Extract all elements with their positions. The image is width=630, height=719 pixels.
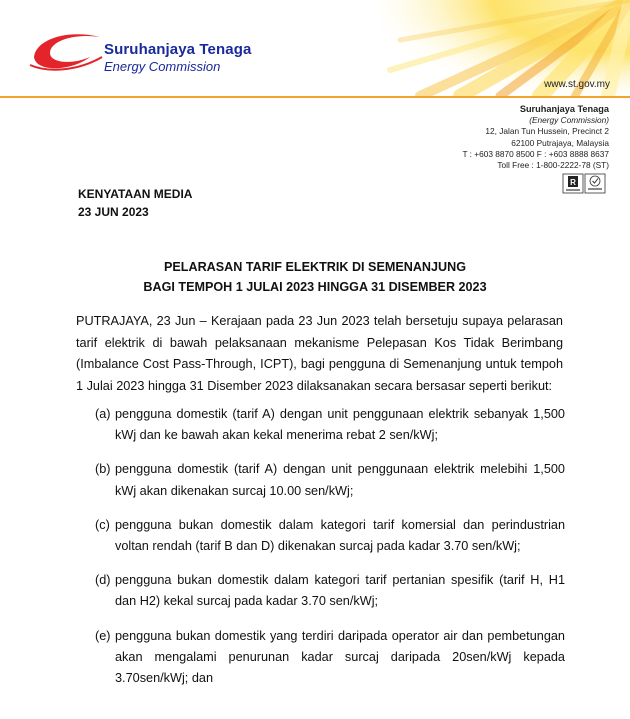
title-line: PELARASAN TARIF ELEKTRIK DI SEMENANJUNG xyxy=(163,260,467,274)
list-marker: (c) xyxy=(95,517,110,532)
list-marker: (d) xyxy=(95,573,111,588)
certification-logos-icon xyxy=(562,173,606,194)
list-item-text: pengguna domestik (tarif A) dengan unit penggunaan elektrik melebihi 1,500 kWj akan dikenakan surcaj 10.00 sen/kWj; xyxy=(115,462,565,498)
list-item-text: pengguna bukan domestik dalam kategori tarif pertanian spesifik (tarif H, H1 dan H2) kekal surcaj pada kadar 3.70 sen/kWj; xyxy=(115,573,565,609)
address-org-sub: (Energy Commission) xyxy=(529,115,609,126)
list-marker: (a) xyxy=(95,407,111,421)
logo-name: Suruhanjaya Tenaga xyxy=(104,41,252,58)
address-block xyxy=(462,104,609,171)
header-divider xyxy=(0,96,630,98)
list-item-text: pengguna domestik (tarif A) dengan unit penggunaan elektrik sebanyak 1,500 kWj dan ke bawah akan kekal menerima rebat 2 sen/kWj; xyxy=(115,407,565,443)
logo xyxy=(28,27,268,77)
svg-text:R: R xyxy=(570,178,576,187)
address-line: 12, Jalan Tun Hussein, Precinct 2 xyxy=(485,126,609,137)
phone-line: T : +603 8870 8500 F : +603 8888 8637 xyxy=(462,148,609,159)
website-url[interactable]: www.st.gov.my xyxy=(544,79,610,90)
address-org: Suruhanjaya Tenaga xyxy=(519,104,609,114)
intro-paragraph: PUTRAJAYA, 23 Jun – Kerajaan pada 23 Jun 2023 telah bersetuju supaya pelarasan tarif elektrik di bawah pelaksanaan mekanisme Pelepasan Kos Tidak Berimbang (Imbalance Cost Pass-Through, ICPT), bagi pengguna di Semenanjung untuk tempoh 1 Julai 2023 hingga 31 Disember 2023 dilaksanakan secara bersasar seperti berikut: xyxy=(76,314,563,393)
list-item xyxy=(95,515,565,557)
list-item xyxy=(95,404,565,446)
list-marker: (e) xyxy=(95,628,111,643)
address-line: 62100 Putrajaya, Malaysia xyxy=(511,137,609,148)
list-item-text: pengguna bukan domestik dalam kategori tarif komersial dan perindustrian voltan rendah (tarif B dan D) dikenakan surcaj pada kadar 3.70 sen/kWj; xyxy=(115,517,565,554)
tollfree-line: Toll Free : 1-800-2222-78 (ST) xyxy=(497,160,609,171)
list-item-text: pengguna bukan domestik yang terdiri daripada operator air dan pembetungan akan mengalami penurunan kadar surcaj daripada 20sen/kWj kepada 3.70sen/kWj; dan xyxy=(115,628,565,686)
list-item xyxy=(95,459,565,501)
media-date: 23 JUN 2023 xyxy=(78,205,149,219)
list-item xyxy=(95,626,565,690)
title-line: BAGI TEMPOH 1 JULAI 2023 HINGGA 31 DISEMBER 2023 xyxy=(143,280,487,294)
logo-subtitle: Energy Commission xyxy=(104,59,221,74)
tariff-list xyxy=(95,404,565,702)
list-marker: (b) xyxy=(95,462,111,477)
document-title xyxy=(0,257,630,297)
media-label: KENYATAAN MEDIA xyxy=(78,187,193,201)
media-statement-header xyxy=(78,185,192,221)
list-item xyxy=(95,570,565,612)
swoosh-logo-icon xyxy=(28,27,108,75)
